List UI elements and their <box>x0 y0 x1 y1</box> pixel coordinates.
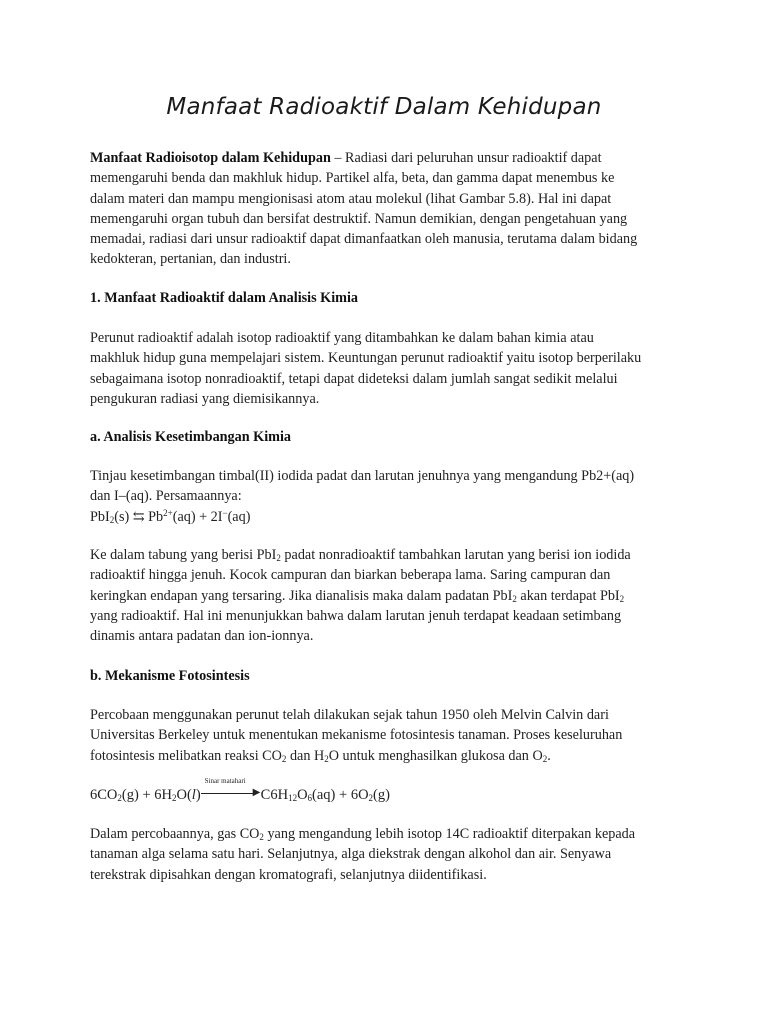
document-title: Manfaat Radioaktif Dalam Kehidupan <box>166 94 602 120</box>
section-b-p2-line-1: Dalam percobaannya, gas $CO_2$ yang mengandung lebih isotop 14C radioaktif diterpakan kepada <box>90 826 636 842</box>
section-a-p2-line-1: Ke dalam tabung yang berisi PbI$_2$ padat nonradioaktif tambahkan larutan yang berisi ion iodida <box>90 547 631 563</box>
arrow-right-icon: ▶ <box>252 787 261 798</box>
intro-lead: Manfaat Radioisotop dalam Kehidupan <box>90 150 331 166</box>
section-1-heading: 1. Manfaat Radioaktif dalam Analisis Kimia <box>90 290 359 306</box>
section-a-p2-line-5: dinamis antara padatan dan ion-ionnya. <box>90 628 314 645</box>
intro-lead-separator: – <box>330 150 346 166</box>
reaction-arrow-label: Sinar matahari <box>204 777 246 785</box>
section-a-line: Tinjau kesetimbangan timbal(II) iodida padat dan larutan jenuhnya yang mengandung Pb2+(aq) <box>90 468 635 484</box>
intro-line: dalam materi dan mampu mengionisasi atom atau molekul (lihat Gambar 5.8). Hal ini dapat <box>90 190 612 207</box>
section-1-line: Perunut radioaktif adalah isotop radioaktif yang ditambahkan ke dalam bahan kimia atau <box>90 330 594 346</box>
section-a-p2-line-2: radioaktif hingga jenuh. Kocok campuran dan biarkan beberapa lama. Saring campuran dan <box>90 567 611 584</box>
section-b-paragraph-1 <box>90 705 690 766</box>
photosynthesis-reaction: $6CO_2(g) + 6H_2O(l)$ Sinar matahari ▶ $C6H_{12}O_6(aq) + 6O_2(g)$ <box>90 777 390 803</box>
section-b-p1-line-2: Universitas Berkeley untuk menentukan mekanisme fotosintesis tanaman. Proses keseluruhan <box>90 727 623 744</box>
reaction-arrow <box>201 777 261 800</box>
section-a-paragraph-1 <box>90 466 690 527</box>
section-b-p1-line-3: fotosintesis melibatkan reaksi $CO_2$ dan $H_2O$ untuk menghasilkan glukosa dan $O_2$. <box>90 747 551 764</box>
section-a-paragraph-2 <box>90 545 690 646</box>
intro-line-1 <box>90 148 690 168</box>
section-1-line: makhluk hidup guna mempelajari sistem. Keuntungan perunut radioaktif yaitu isotop berperilaku <box>90 350 642 367</box>
equilibrium-equation: PbI$_2$(s) ⇆ $Pb^{2+}(aq) + 2I^-(aq)$ <box>90 507 251 525</box>
section-b-p1-line-1: Percobaan menggunakan perunut telah dilakukan sejak tahun 1950 oleh Melvin Calvin dari <box>90 707 609 723</box>
intro-line-1-rest: Radiasi dari peluruhan unsur radioaktif dapat <box>345 150 602 166</box>
section-b-p2-line-3: terekstrak dipisahkan dengan kromatografi, selanjutnya diidentifikasi. <box>90 866 487 883</box>
section-b-paragraph-2 <box>90 824 690 885</box>
intro-line: memengaruhi benda dan makhluk hidup. Partikel alfa, beta, dan gamma dapat menembus ke <box>90 170 615 187</box>
intro-paragraph <box>90 148 690 270</box>
intro-line: kedokteran, pertanian, dan industri. <box>90 251 291 268</box>
section-1-line: sebagaimana isotop nonradioaktif, tetapi dapat dideteksi dalam jumlah sangat sedikit melalui <box>90 370 618 387</box>
section-b-heading: b. Mekanisme Fotosintesis <box>90 668 250 684</box>
section-a-p2-line-4: yang radioaktif. Hal ini menunjukkan bahwa dalam larutan jenuh terdapat keadaan setimbang <box>90 607 622 624</box>
section-1-paragraph <box>90 328 690 409</box>
section-a-heading: a. Analisis Kesetimbangan Kimia <box>90 429 292 445</box>
intro-line: memengaruhi organ tubuh dan bersifat destruktif. Namun demikian, dengan pengetahuan yang <box>90 210 628 227</box>
section-1-line: pengukuran radiasi yang diemisikannya. <box>90 390 320 407</box>
intro-line: memadai, radiasi dari unsur radioaktif dapat dimanfaatkan oleh manusia, terutama dalam bidang <box>90 231 638 248</box>
section-a-line: dan I–(aq). Persamaannya: <box>90 488 242 505</box>
section-b-p2-line-2: tanaman alga selama satu hari. Selanjutnya, alga diekstrak dengan alkohol dan air. Senyawa <box>90 846 612 863</box>
section-a-p2-line-3: keringkan endapan yang tersaring. Jika dianalisis maka dalam padatan PbI$_2$ akan terdapat PbI$_2$ <box>90 587 625 604</box>
